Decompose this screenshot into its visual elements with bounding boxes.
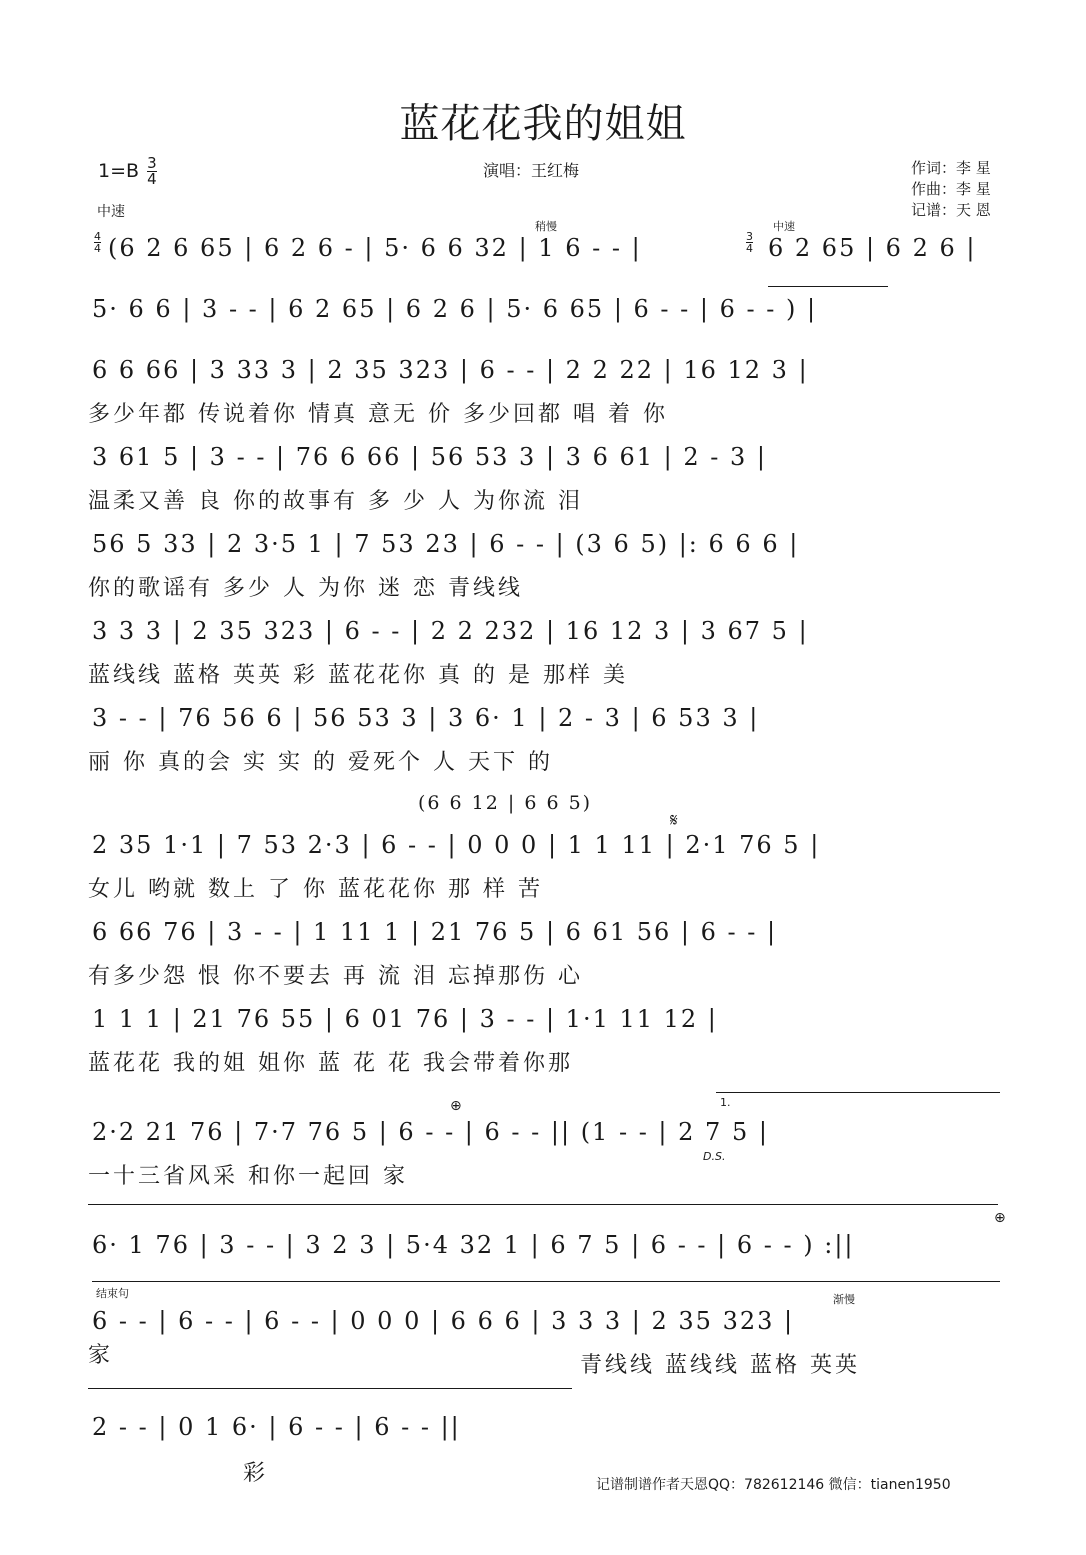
time-signature [147, 156, 157, 187]
lyricist-credit: 作词：李 星 [911, 159, 991, 177]
ds-marking: D.S. [703, 1150, 726, 1163]
time-signature-44 [92, 231, 101, 254]
music-row-7: 3 - - | 76 56 6 | 56 53 3 | 3 6· 1 | 2 - 3 | 6 53 3 | [92, 704, 760, 732]
lyric-row-6: 蓝线线 蓝格 英英 彩 蓝花花你 真 的 是 那样 美 [88, 663, 628, 688]
ts44-top: 4 [94, 230, 101, 243]
music-row-5: 56 5 33 | 2 3·5 1 | 7 53 23 | 6 - - | (3 6 5) |: 6 6 6 | [92, 530, 800, 558]
ts34-bottom: 4 [746, 242, 753, 255]
music-row-2: 5· 6 6 | 3 - - | 6 2 65 | 6 2 6 | 5· 6 65 | 6 - - | 6 - - ) | [92, 295, 818, 323]
music-row-9: 2 35 1·1 | 7 53 2·3 | 6 - - | 0 0 0 | 1 1 11 | 2·1 76 5 | [92, 831, 821, 859]
lyric-row-15: 彩 [243, 1461, 269, 1486]
lyric-row-14: 家 [88, 1343, 114, 1368]
tempo-mark-moderate-2: 中速 [773, 220, 795, 233]
page-title: 蓝花花我的姐姐 [399, 101, 687, 147]
singer-credit: 演唱：王红梅 [483, 161, 580, 180]
music-row-1: (6 2 6 65 | 6 2 6 - | 5· 6 6 32 | 1 6 - - | [108, 234, 642, 262]
music-row-13: 6· 1 76 | 3 - - | 3 2 3 | 5·4 32 1 | 6 7 5 | 6 - - | 6 - - ) :|| [92, 1231, 855, 1259]
ts44-bottom: 4 [94, 242, 101, 255]
tempo-mark-slightly-slow: 稍慢 [535, 220, 557, 233]
music-row-3: 6 6 66 | 3 33 3 | 2 35 323 | 6 - - | 2 2 22 | 16 12 3 | [92, 356, 809, 384]
lyric-row-5: 你的歌谣有 多少 人 为你 迷 恋 青线线 [88, 576, 523, 601]
time-signature-bottom: 4 [147, 170, 157, 188]
key-signature [98, 156, 157, 187]
lyric-row-12: 一十三省风采 和你一起回 家 [88, 1164, 408, 1189]
tie-arc [768, 286, 888, 287]
ending-1-label: 1. [720, 1096, 731, 1109]
lyric-row-7: 丽 你 真的会 实 实 的 爱死个 人 天下 的 [88, 750, 553, 775]
time-signature-34 [744, 231, 753, 254]
transcriber-credit: 记谱：天 恩 [911, 201, 991, 219]
coda-icon: ⊕ [450, 1098, 462, 1114]
composer-credit: 作曲：李 星 [911, 180, 991, 198]
ending-phrase-bracket [92, 1281, 1000, 1282]
lyric-row-10: 有多少怨 恨 你不要去 再 流 泪 忘掉那伤 心 [88, 964, 583, 989]
final-bracket [88, 1388, 572, 1389]
music-row-6: 3 3 3 | 2 35 323 | 6 - - | 2 2 232 | 16 12 3 | 3 67 5 | [92, 617, 809, 645]
lyric-row-14-b: 青线线 蓝线线 蓝格 英英 [580, 1353, 860, 1378]
lyric-row-4: 温柔又善 良 你的故事有 多 少 人 为你流 泪 [88, 489, 583, 514]
interlude-row: (6 6 12 | 6 6 5) [418, 792, 593, 814]
ending-1-bracket [716, 1092, 1000, 1093]
music-row-15: 2 - - | 0 1 6· | 6 - - | 6 - - || [92, 1413, 461, 1441]
music-row-14: 6 - - | 6 - - | 6 - - | 0 0 0 | 6 6 6 | 3 3 3 | 2 35 323 | [92, 1307, 795, 1335]
coda-icon-2: ⊕ [994, 1210, 1006, 1226]
lyric-row-3: 多少年都 传说着你 情真 意无 价 多少回都 唱 着 你 [88, 402, 668, 427]
footer-credit: 记谱制谱作者天恩QQ：782612146 微信：tianen1950 [596, 1477, 951, 1493]
music-row-4: 3 61 5 | 3 - - | 76 6 66 | 56 53 3 | 3 6 61 | 2 - 3 | [92, 443, 767, 471]
music-row-12: 2·2 21 76 | 7·7 76 5 | 6 - - | 6 - - || (1 - - | 2 7 5 | [92, 1118, 769, 1146]
tempo-mark-gradually-slow: 渐慢 [833, 1293, 855, 1306]
music-row-1-b: 6 2 65 | 6 2 6 | [768, 234, 977, 262]
ts34-top: 3 [746, 230, 753, 243]
tempo-mark-moderate: 中速 [97, 204, 125, 220]
music-row-11: 1 1 1 | 21 76 55 | 6 01 76 | 3 - - | 1·1 11 12 | [92, 1005, 718, 1033]
time-signature-top: 3 [147, 154, 157, 172]
ending-bracket-line [88, 1204, 998, 1205]
credits-block [911, 158, 991, 221]
ending-phrase-label: 结束句 [96, 1287, 129, 1300]
lyric-row-11: 蓝花花 我的姐 姐你 蓝 花 花 我会带着你那 [88, 1051, 573, 1076]
music-row-10: 6 66 76 | 3 - - | 1 11 1 | 21 76 5 | 6 61 56 | 6 - - | [92, 918, 778, 946]
key-label: 1=B [98, 160, 140, 182]
segno-icon: 𝄋 [670, 810, 678, 831]
lyric-row-9: 女儿 哟就 数上 了 你 蓝花花你 那 样 苦 [88, 877, 543, 902]
